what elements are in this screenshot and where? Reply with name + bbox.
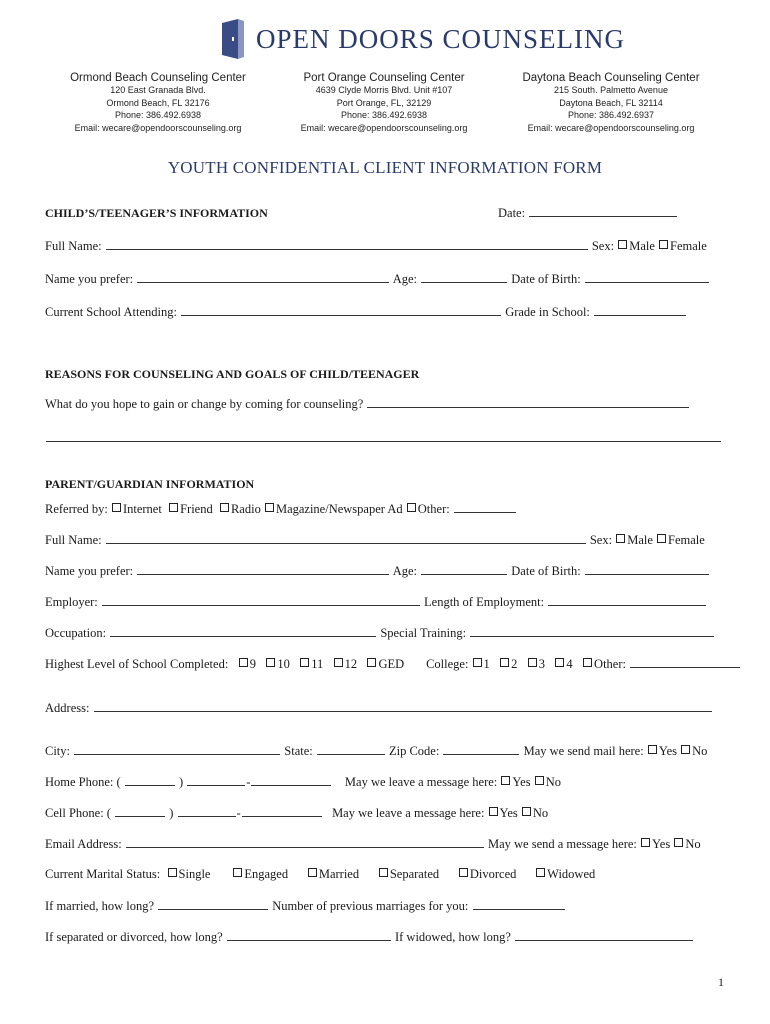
separated-label: Separated [389,867,440,881]
magazine-label: Magazine/Newspaper Ad [275,502,403,516]
email-label: Email Address: [45,837,122,851]
college-label: College: [426,657,469,671]
city-label: City: [45,744,71,758]
internet-label: Internet [122,502,162,516]
college-3-checkbox[interactable] [528,658,537,667]
grade-10-checkbox[interactable] [266,658,275,667]
employer-row [45,594,707,610]
office-email: Email: wecare@opendoorscounseling.org [74,122,242,133]
special-training-label: Special Training: [380,626,467,640]
reasons-field-line-2[interactable] [46,430,721,442]
college-3-label: 3 [538,657,546,671]
prefer-label: Name you prefer: [45,564,134,578]
office-ormond [48,72,268,134]
marital-label: Current Marital Status: [45,867,161,881]
male-label: Male [629,239,655,253]
cell-area-code-field[interactable] [115,805,165,817]
sex-label: Sex: [591,239,615,253]
mail-no-checkbox[interactable] [681,745,690,754]
cell-phone-row [45,805,548,821]
married-long-field[interactable] [158,898,268,910]
mail-yes-checkbox[interactable] [648,745,657,754]
female-label: Female [670,239,707,253]
college-4-label: 4 [566,657,573,671]
parent-prefer-field[interactable] [137,563,389,575]
city-row [45,743,707,759]
college-4-checkbox[interactable] [555,658,564,667]
reasons-row [45,396,690,412]
grade-9-checkbox[interactable] [239,658,248,667]
other-label: Other: [417,502,450,516]
office-name: Daytona Beach Counseling Center [522,72,700,84]
radio-label: Radio [230,502,261,516]
college-2-label: 2 [511,657,518,671]
prev-marriages-label: Number of previous marriages for you: [272,899,469,913]
grade-9-label: 9 [249,657,256,671]
child-dob-field[interactable] [585,271,709,283]
home-msg-yes-checkbox[interactable] [501,776,510,785]
home-line-field[interactable] [251,774,331,786]
college-2-checkbox[interactable] [500,658,509,667]
age-label: Age: [392,564,418,578]
reasons-field[interactable] [367,396,689,408]
email-question: May we send a message here: [487,837,637,851]
dob-label: Date of Birth: [511,272,581,286]
child-prefer-row [45,271,710,287]
widowed-long-field[interactable] [515,929,693,941]
magazine-checkbox[interactable] [265,503,274,512]
yes-label: Yes [658,744,678,758]
parent-full-name-field[interactable] [106,532,586,544]
grade-12-label: 12 [344,657,358,671]
ged-checkbox[interactable] [367,658,376,667]
no-label: No [545,775,561,789]
sex-label: Sex: [589,533,613,547]
paren-close: ) [178,775,184,789]
office-phone: Phone: 386.492.6938 [114,110,202,120]
cell-phone-label: Cell Phone: ( [45,806,111,820]
city-field[interactable] [74,743,280,755]
single-checkbox[interactable] [168,868,177,877]
cell-line-field[interactable] [242,805,322,817]
employer-label: Employer: [45,595,98,609]
dash: - [236,806,241,820]
office-port-orange [274,72,494,134]
parent-age-field[interactable] [421,563,507,575]
mail-question: May we send mail here: [523,744,644,758]
office-phone: Phone: 386.492.6937 [567,110,655,120]
grade-12-checkbox[interactable] [334,658,343,667]
single-label: Single [178,867,211,881]
full-name-label: Full Name: [45,239,102,253]
parent-section-heading: PARENT/GUARDIAN INFORMATION [45,477,255,491]
grade-11-label: 11 [311,657,324,671]
grade-label: Grade in School: [505,305,590,319]
email-yes-checkbox[interactable] [641,838,650,847]
length-employment-label: Length of Employment: [424,595,545,609]
occupation-label: Occupation: [45,626,107,640]
yes-label: Yes [512,775,531,789]
state-label: State: [284,744,313,758]
office-phone: Phone: 386.492.6938 [340,110,428,120]
widowed-checkbox[interactable] [536,868,545,877]
occupation-row [45,625,715,641]
internet-checkbox[interactable] [112,503,121,512]
office-name: Ormond Beach Counseling Center [70,72,246,84]
grade-field[interactable] [594,304,686,316]
college-1-label: 1 [483,657,490,671]
no-label: No [692,744,708,758]
radio-checkbox[interactable] [220,503,229,512]
grade-10-label: 10 [277,657,290,671]
sep-long-field[interactable] [227,929,391,941]
child-prefer-field[interactable] [137,271,389,283]
address-row [45,700,713,716]
office-street: 215 South. Palmetto Avenue [554,85,668,95]
parent-fullname-row [45,532,705,548]
logo [220,14,625,64]
child-age-field[interactable] [421,271,507,283]
home-msg-question: May we leave a message here: [344,775,498,789]
office-email: Email: wecare@opendoorscounseling.org [300,122,468,133]
college-other-label: Other: [594,657,626,671]
prev-marriages-field[interactable] [473,898,565,910]
home-prefix-field[interactable] [187,774,245,786]
divorced-checkbox[interactable] [459,868,468,877]
referred-label: Referred by: [45,502,108,516]
email-field[interactable] [126,836,484,848]
married-long-label: If married, how long? [45,899,154,913]
office-email: Email: wecare@opendoorscounseling.org [527,122,695,133]
office-daytona [500,72,722,134]
friend-label: Friend [180,502,213,516]
sep-long-label: If separated or divorced, how long? [45,930,223,944]
college-other-field[interactable] [630,656,740,668]
no-label: No [685,837,701,851]
widowed-long-label: If widowed, how long? [394,930,511,944]
cell-msg-question: May we leave a message here: [332,806,485,820]
referred-other-field[interactable] [454,501,516,513]
office-street: 120 East Granada Blvd. [110,85,206,95]
paren-close: ) [169,806,174,820]
college-1-checkbox[interactable] [473,658,482,667]
education-row [45,656,741,672]
reasons-question: What do you hope to gain or change by coming for counseling? [45,397,364,411]
no-label: No [532,806,549,820]
home-area-code-field[interactable] [125,774,175,786]
office-name: Port Orange Counseling Center [303,72,465,84]
office-street: 4639 Clyde Morris Blvd. Unit #107 [315,85,453,95]
married-row [45,898,566,914]
zip-field[interactable] [443,743,519,755]
cell-prefix-field[interactable] [178,805,236,817]
friend-checkbox[interactable] [169,503,178,512]
male-checkbox[interactable] [616,534,625,543]
home-phone-label: Home Phone: ( [45,775,121,789]
address-field[interactable] [94,700,712,712]
home-phone-row [45,774,561,790]
widowed-label: Widowed [547,867,596,881]
state-field[interactable] [317,743,385,755]
length-employment-field[interactable] [548,594,706,606]
form-title: YOUTH CONFIDENTIAL CLIENT INFORMATION FORM [167,158,603,177]
child-fullname-row [45,238,707,254]
female-checkbox[interactable] [657,534,666,543]
address-label: Address: [45,701,90,715]
employer-field[interactable] [102,594,420,606]
age-label: Age: [392,272,418,286]
separated-row [45,929,694,945]
marital-row [45,867,595,882]
dob-label: Date of Birth: [511,564,581,578]
date-row [498,205,678,221]
page-number: 1 [718,975,724,989]
office-city: Daytona Beach, FL 32114 [559,97,663,108]
date-field[interactable] [529,205,677,217]
zip-label: Zip Code: [388,744,440,758]
college-other-checkbox[interactable] [583,658,592,667]
referred-row [45,501,517,517]
yes-label: Yes [499,806,518,820]
reasons-heading: REASONS FOR COUNSELING AND GOALS OF CHILD/TEENAGER [45,367,420,381]
email-no-checkbox[interactable] [674,838,683,847]
married-label: Married [318,867,360,881]
other-checkbox[interactable] [407,503,416,512]
engaged-checkbox[interactable] [233,868,242,877]
dash: - [246,775,251,789]
child-school-row [45,304,687,320]
grade-11-checkbox[interactable] [300,658,309,667]
office-city: Ormond Beach, FL 32176 [106,97,210,108]
male-checkbox[interactable] [618,240,627,249]
female-checkbox[interactable] [659,240,668,249]
door-logo-icon [220,19,246,59]
engaged-label: Engaged [244,867,289,881]
yes-label: Yes [652,837,671,851]
office-city: Port Orange, FL, 32129 [336,97,432,108]
ged-label: GED [378,657,405,671]
date-label: Date: [498,206,526,220]
married-checkbox[interactable] [308,868,317,877]
school-field[interactable] [181,304,501,316]
occupation-field[interactable] [110,625,376,637]
parent-dob-field[interactable] [585,563,709,575]
parent-prefer-row [45,563,710,579]
male-label: Male [627,533,653,547]
home-msg-no-checkbox[interactable] [535,776,544,785]
school-label: Current School Attending: [45,305,177,319]
prefer-label: Name you prefer: [45,272,134,286]
cell-msg-no-checkbox[interactable] [522,807,531,816]
cell-msg-yes-checkbox[interactable] [489,807,498,816]
special-training-field[interactable] [470,625,714,637]
female-label: Female [668,533,705,547]
email-row [45,836,701,852]
child-section-heading: CHILD’S/TEENAGER’S INFORMATION [45,206,268,220]
full-name-label: Full Name: [45,533,102,547]
separated-checkbox[interactable] [379,868,388,877]
brand-name: OPEN DOORS COUNSELING [256,23,626,54]
divorced-label: Divorced [469,867,517,881]
child-full-name-field[interactable] [106,238,588,250]
highest-level-label: Highest Level of School Completed: [45,657,229,671]
